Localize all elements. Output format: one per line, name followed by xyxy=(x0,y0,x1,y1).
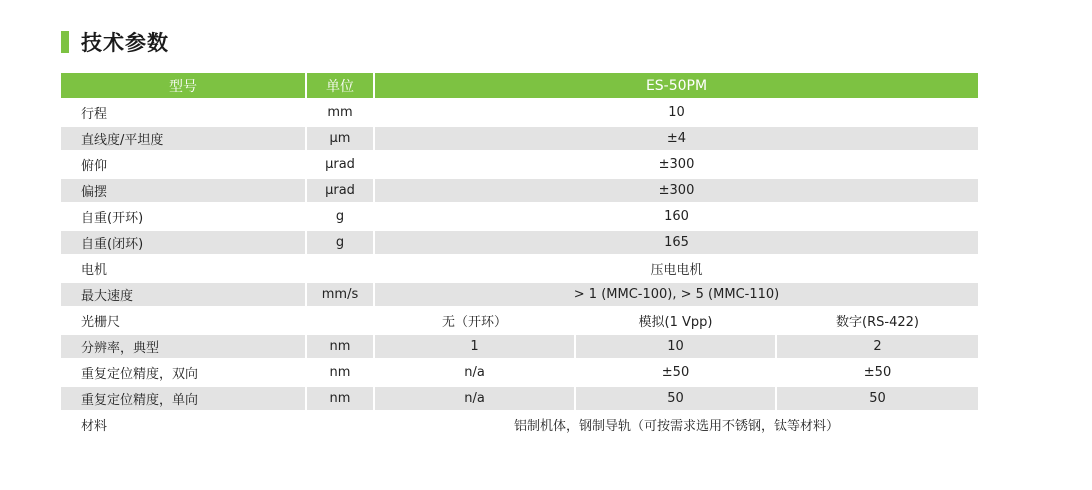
row-value: 160 xyxy=(664,209,689,224)
row-unit xyxy=(307,413,373,436)
row-value-digital: 数字(RS-422) xyxy=(836,315,919,330)
table-row xyxy=(61,99,978,125)
section-title: 技术参数 xyxy=(81,31,169,55)
header-product: ES-50PM xyxy=(375,73,978,98)
table-row xyxy=(61,255,978,281)
row-value-analog: 50 xyxy=(576,387,775,410)
row-label: 最大速度 xyxy=(61,283,305,306)
row-label: 重复定位精度，双向 xyxy=(81,367,199,382)
header-model: 型号 xyxy=(61,73,305,98)
row-unit: μrad xyxy=(307,179,373,202)
table-row xyxy=(61,411,978,437)
row-label: 俯仰 xyxy=(81,159,108,174)
row-unit: nm xyxy=(329,365,351,380)
row-label: 电机 xyxy=(81,263,108,278)
row-value: > 1 (MMC-100), > 5 (MMC-110) xyxy=(375,283,978,306)
table-row xyxy=(61,177,978,203)
row-unit: g xyxy=(307,231,373,254)
header-unit: 单位 xyxy=(307,73,373,98)
row-value: 铝制机体，钢制导轨（可按需求选用不锈钢，钛等材料） xyxy=(513,419,839,434)
table-row xyxy=(61,359,978,385)
table-row xyxy=(61,229,978,255)
row-value-digital: 2 xyxy=(777,335,978,358)
table-row xyxy=(61,333,978,359)
row-label: 分辨率，典型 xyxy=(61,335,305,358)
row-value-analog: ±50 xyxy=(661,365,690,380)
row-unit: μrad xyxy=(325,157,355,172)
row-unit: nm xyxy=(307,387,373,410)
row-unit xyxy=(307,309,373,332)
spec-table xyxy=(61,73,978,437)
table-row xyxy=(61,385,978,411)
row-label: 偏摆 xyxy=(61,179,305,202)
row-label: 行程 xyxy=(81,107,108,122)
row-value-analog: 模拟(1 Vpp) xyxy=(638,315,713,330)
row-value: ±300 xyxy=(375,179,978,202)
row-value-open-loop: 1 xyxy=(375,335,574,358)
row-value-digital: ±50 xyxy=(863,365,892,380)
table-row xyxy=(61,151,978,177)
row-value-open-loop: 无（开环） xyxy=(441,315,507,330)
row-value-open-loop: n/a xyxy=(375,387,574,410)
row-value-analog: 10 xyxy=(576,335,775,358)
row-unit: mm xyxy=(327,105,353,120)
row-unit: mm/s xyxy=(307,283,373,306)
row-value-open-loop: n/a xyxy=(464,365,485,380)
row-value-digital: 50 xyxy=(777,387,978,410)
row-value: ±4 xyxy=(375,127,978,150)
row-label: 重复定位精度，单向 xyxy=(61,387,305,410)
row-unit xyxy=(307,257,373,280)
table-row xyxy=(61,125,978,151)
row-value: 10 xyxy=(668,105,685,120)
row-unit: μm xyxy=(307,127,373,150)
table-row xyxy=(61,203,978,229)
table-header-row xyxy=(61,73,978,99)
row-label: 自重(闭环) xyxy=(61,231,305,254)
table-row xyxy=(61,307,978,333)
row-label: 直线度/平坦度 xyxy=(61,127,305,150)
table-row xyxy=(61,281,978,307)
row-value: ±300 xyxy=(658,157,695,172)
row-label: 光栅尺 xyxy=(81,315,121,330)
section-heading xyxy=(61,30,169,54)
row-unit: g xyxy=(335,209,345,224)
title-accent-bar xyxy=(61,31,69,53)
row-value: 165 xyxy=(375,231,978,254)
row-label: 材料 xyxy=(81,419,108,434)
row-label: 自重(开环) xyxy=(81,211,144,226)
row-unit: nm xyxy=(307,335,373,358)
row-value: 压电电机 xyxy=(650,263,703,278)
